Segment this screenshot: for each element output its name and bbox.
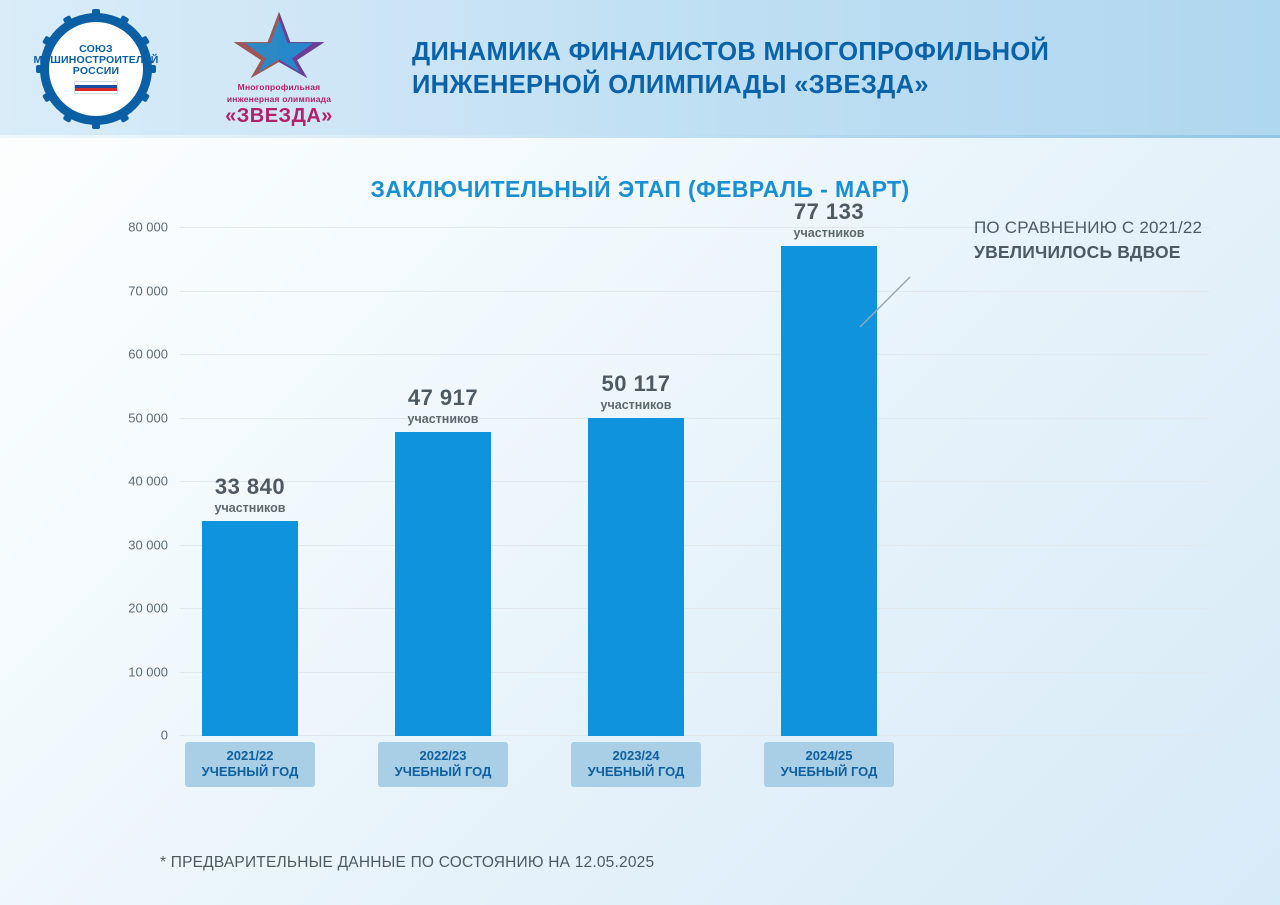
star-shape-icon [220, 10, 338, 80]
x-label-2021-22 [185, 742, 315, 787]
x-label-2022-23 [378, 742, 508, 787]
bar-value-2024-25: 77 133 [793, 199, 865, 224]
ytick-label-10000: 10 000 [128, 664, 168, 679]
russian-flag-icon [74, 81, 118, 94]
x-label-2023-24-sub: УЧЕБНЫЙ ГОД [587, 764, 685, 779]
bar-2023-24[interactable] [588, 418, 684, 736]
x-label-2024-25 [764, 742, 894, 787]
bar-value-2022-23: 47 917 [407, 385, 479, 410]
page-title: ДИНАМИКА ФИНАЛИСТОВ МНОГОПРОФИЛЬНОЙ ИНЖЕНЕРНОЙ ОЛИМПИАДЫ «ЗВЕЗДА» [412, 38, 1050, 99]
ytick-label-30000: 30 000 [128, 537, 168, 552]
x-label-2024-25-year: 2024/25 [805, 748, 853, 763]
ytick-label-70000: 70 000 [128, 283, 168, 298]
x-label-2024-25-sub: УЧЕБНЫЙ ГОД [780, 764, 878, 779]
growth-annotation-line1: ПО СРАВНЕНИЮ С 2021/22 [974, 218, 1203, 237]
zvezda-olympiad-logo [204, 10, 354, 128]
logo-smr-line1: СОЮЗ [79, 43, 113, 55]
bar-2022-23[interactable] [395, 432, 491, 736]
bar-unit-2021-22: участников [214, 501, 286, 515]
growth-annotation [974, 218, 1274, 263]
ytick-label-60000: 60 000 [128, 346, 168, 362]
bar-value-2023-24: 50 117 [601, 371, 671, 396]
bar-label-2021-22 [215, 474, 286, 515]
bar-unit-2023-24: участников [600, 398, 672, 412]
x-label-2023-24-year: 2023/24 [612, 748, 660, 763]
x-label-2021-22-sub: УЧЕБНЫЙ ГОД [201, 764, 299, 779]
bar-unit-2022-23: участников [407, 412, 479, 426]
zvezda-logo-line1: Многопрофильная [237, 82, 321, 92]
footnote: * ПРЕДВАРИТЕЛЬНЫЕ ДАННЫЕ ПО СОСТОЯНИЮ НА 12.05.2025 [160, 854, 655, 871]
ytick-label-50000: 50 000 [128, 410, 168, 425]
bar-chart [100, 199, 1210, 818]
logo-inner-disc [33, 22, 159, 116]
slide-header [0, 0, 1280, 138]
bar-unit-2024-25: участников [793, 226, 865, 240]
logo-smr-line2: МАШИНОСТРОИТЕЛЕЙ [33, 54, 159, 66]
zvezda-logo-line3: «ЗВЕЗДА» [225, 105, 333, 127]
x-label-2023-24 [571, 742, 701, 787]
chart-title: ЗАКЛЮЧИТЕЛЬНЫЙ ЭТАП (ФЕВРАЛЬ - МАРТ) [370, 176, 910, 202]
ytick-label-20000: 20 000 [128, 600, 168, 616]
bar-label-2024-25 [794, 199, 865, 240]
x-label-2021-22-year: 2021/22 [226, 748, 274, 763]
bar-value-2021-22: 33 840 [214, 474, 286, 499]
bar-label-2023-24 [601, 371, 672, 412]
zvezda-logo-line2: инженерная олимпиада [226, 94, 332, 104]
ytick-label-80000: 80 000 [128, 219, 168, 235]
bar-label-2022-23 [408, 385, 479, 426]
soyuz-mashinostroiteley-rossii-logo [33, 13, 159, 125]
star-icon [220, 10, 338, 80]
ytick-label-40000: 40 000 [128, 473, 168, 489]
x-axis-labels [180, 742, 1210, 790]
x-label-2022-23-year: 2022/23 [419, 748, 467, 763]
annotation-leader-line-icon [852, 275, 912, 331]
bar-2021-22[interactable] [202, 521, 298, 736]
ytick-label-0: 0 [160, 727, 168, 743]
growth-annotation-line2: УВЕЛИЧИЛОСЬ ВДВОЕ [974, 242, 1181, 262]
x-label-2022-23-sub: УЧЕБНЫЙ ГОД [394, 764, 492, 779]
logo-smr-line3: РОССИИ [72, 65, 120, 77]
